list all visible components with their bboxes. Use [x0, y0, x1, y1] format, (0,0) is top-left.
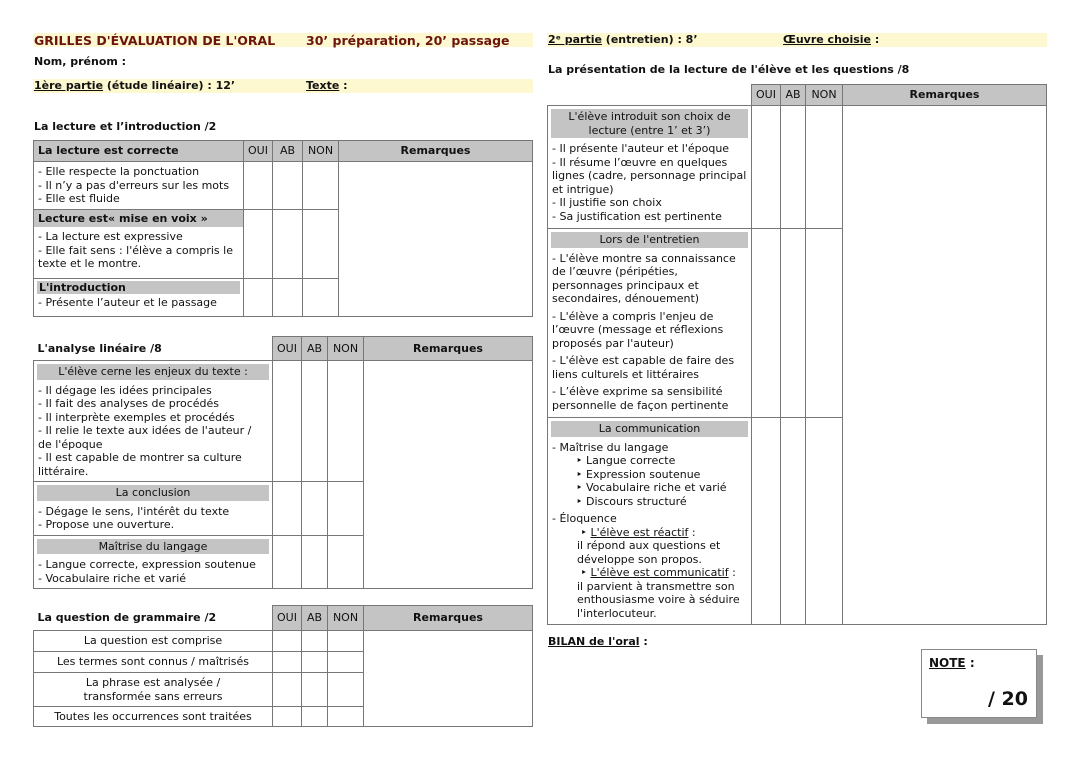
ab-cell[interactable]: [302, 673, 328, 707]
col-remarques: Remarques: [364, 337, 533, 361]
col-remarques: Remarques: [843, 85, 1047, 106]
criterion: - L'élève a compris l'enjeu de l’œuvre (message et réflexions proposés par l'auteur): [552, 309, 724, 350]
colon: :: [728, 566, 736, 579]
t1-heading: La lecture et l’introduction /2: [34, 120, 217, 133]
oui-cell[interactable]: [752, 418, 781, 625]
oui-cell[interactable]: [752, 106, 781, 229]
criterion: - L'élève montre sa connaissance de l’œuvre (péripéties, personnages principaux et secondaires, dénouement): [552, 251, 736, 305]
text-label: Texte: [306, 79, 340, 92]
criterion: - Il fait des analyses de procédés: [38, 397, 220, 410]
remarks-cell[interactable]: [364, 361, 533, 589]
col-non: NON: [303, 141, 339, 162]
col-non: NON: [328, 606, 364, 631]
ab-cell[interactable]: [302, 707, 328, 727]
criterion: Toutes les occurrences sont traitées: [34, 707, 273, 727]
criterion: - Elle est fluide: [38, 192, 120, 205]
bullet-icon: ‣: [580, 525, 587, 539]
non-cell[interactable]: [328, 361, 364, 482]
part1-heading: [34, 79, 235, 92]
criterion: - Éloquence: [552, 512, 617, 525]
part1-detail: (étude linéaire) : 12’: [103, 79, 236, 92]
criterion: - Il justifie son choix: [552, 196, 662, 209]
ab-cell[interactable]: [781, 418, 806, 625]
item-title: L'élève est communicatif: [590, 566, 729, 579]
bullet-icon: ‣: [576, 454, 583, 467]
criterion: - Langue correcte, expression soutenue: [38, 558, 256, 571]
criterion: - L’élève exprime sa sensibilité personnelle de façon pertinente: [552, 385, 729, 412]
col-ab: AB: [302, 337, 328, 361]
oui-cell[interactable]: [273, 361, 302, 482]
non-cell[interactable]: [806, 106, 843, 229]
ab-cell[interactable]: [302, 482, 328, 536]
ab-cell[interactable]: [781, 106, 806, 229]
item: Vocabulaire riche et varié: [586, 481, 727, 494]
linear-analysis-table: [33, 336, 533, 589]
colon: :: [639, 635, 648, 648]
remarks-cell[interactable]: [364, 631, 533, 727]
criterion: - Elle respecte la ponctuation: [38, 165, 200, 178]
non-cell[interactable]: [303, 209, 339, 278]
subheader: La conclusion: [37, 485, 269, 501]
criterion: La phrase est analysée / transformée sans erreurs: [34, 673, 273, 707]
bullet-icon: ‣: [576, 467, 583, 481]
note-label: [929, 656, 975, 670]
criterion: La question est comprise: [34, 631, 273, 652]
col-oui: OUI: [273, 337, 302, 361]
col-ab: AB: [781, 85, 806, 106]
criteria-cell: [34, 278, 244, 316]
col-oui: OUI: [752, 85, 781, 106]
remarks-cell[interactable]: [339, 162, 533, 317]
criterion: - L'élève est capable de faire des liens culturels et littéraires: [552, 354, 735, 381]
criterion: - Elle fait sens : l'élève a compris le texte et le montre.: [38, 243, 233, 270]
criterion: - Il résume l’œuvre en quelques lignes (cadre, personnage principal et intrigue): [552, 155, 747, 196]
ab-cell[interactable]: [781, 229, 806, 418]
work-label: Œuvre choisie: [783, 33, 872, 46]
oui-cell[interactable]: [273, 673, 302, 707]
oui-cell[interactable]: [752, 229, 781, 418]
part2-label: 2ᵉ partie: [548, 33, 602, 46]
ab-cell[interactable]: [302, 361, 328, 482]
ab-cell[interactable]: [273, 278, 303, 316]
col-oui: OUI: [273, 606, 302, 631]
note-score: / 20: [988, 688, 1028, 710]
col-non: NON: [806, 85, 843, 106]
non-cell[interactable]: [328, 631, 364, 652]
t3-heading: La question de grammaire /2: [34, 606, 273, 631]
subheader: Lors de l'entretien: [551, 232, 748, 248]
colon: :: [339, 79, 348, 92]
non-cell[interactable]: [806, 229, 843, 418]
criterion: - Il relie le texte aux idées de l'auteur / de l'époque: [38, 424, 252, 451]
subheader: La communication: [551, 421, 748, 437]
oui-cell[interactable]: [244, 209, 273, 278]
criteria-cell: [34, 535, 273, 589]
item-text: il parvient à transmettre son enthousiasme voire à séduire l'interlocuteur.: [577, 579, 740, 620]
criteria-cell: [548, 106, 752, 229]
item-title: L'élève est réactif: [590, 525, 689, 539]
interview-table: [547, 84, 1047, 625]
criterion: - La lecture est expressive: [38, 230, 183, 243]
criterion: - Maîtrise du langage: [552, 440, 669, 454]
bilan-label: [548, 635, 648, 648]
criteria-cell: [548, 229, 752, 418]
bullet-icon: ‣: [580, 566, 587, 579]
oui-cell[interactable]: [244, 162, 273, 210]
non-cell[interactable]: [328, 482, 364, 536]
bullet-icon: ‣: [576, 481, 583, 494]
part1-label: 1ère partie: [34, 79, 104, 92]
criterion: - Il dégage les idées principales: [38, 383, 212, 397]
non-cell[interactable]: [328, 673, 364, 707]
criterion: - Présente l’auteur et le passage: [38, 296, 217, 309]
bullet-item: [552, 566, 747, 580]
bullet-item: [552, 481, 747, 495]
criterion: - Propose une ouverture.: [38, 518, 175, 531]
non-cell[interactable]: [806, 418, 843, 625]
criterion: Les termes sont connus / maîtrisés: [34, 652, 273, 673]
work-field-label: [783, 33, 879, 46]
grammar-table: [33, 605, 533, 727]
item: Langue correcte: [586, 454, 676, 467]
oui-cell[interactable]: [273, 631, 302, 652]
col-oui: OUI: [244, 141, 273, 162]
bullet-item: [552, 526, 747, 540]
criteria-cell: [34, 209, 244, 278]
remarks-cell[interactable]: [843, 106, 1047, 625]
text-field-label: [306, 79, 348, 92]
criterion: - Il interprète exemples et procédés: [38, 410, 235, 424]
oui-cell[interactable]: [273, 482, 302, 536]
page-title: GRILLES D'ÉVALUATION DE L'ORAL: [34, 33, 276, 48]
criterion: - Sa justification est pertinente: [552, 209, 722, 223]
criterion: - Vocabulaire riche et varié: [38, 571, 187, 585]
subheader: Lecture est« mise en voix »: [34, 210, 243, 228]
timing: 30’ préparation, 20’ passage: [306, 33, 510, 48]
oui-cell[interactable]: [273, 707, 302, 727]
criteria-cell: [548, 418, 752, 625]
ab-cell[interactable]: [273, 209, 303, 278]
subheader: Maîtrise du langage: [37, 539, 269, 555]
ab-cell[interactable]: [302, 631, 328, 652]
bullet-item: [552, 468, 747, 482]
colon: :: [965, 656, 975, 670]
criterion: - Il présente l'auteur et l'époque: [552, 142, 730, 155]
col-ab: AB: [273, 141, 303, 162]
oui-cell[interactable]: [273, 652, 302, 673]
part2-heading: [548, 33, 698, 46]
col-non: NON: [328, 337, 364, 361]
criteria-cell: [34, 162, 244, 210]
colon: :: [688, 525, 696, 539]
bullet-item: [552, 495, 747, 509]
row-header: La lecture est correcte: [34, 141, 244, 162]
name-label: Nom, prénom :: [34, 55, 127, 68]
non-cell[interactable]: [328, 535, 364, 589]
criterion: - Dégage le sens, l'intérêt du texte: [38, 504, 230, 518]
colon: :: [871, 33, 880, 46]
ab-cell[interactable]: [273, 162, 303, 210]
bullet-icon: ‣: [576, 494, 583, 508]
reading-intro-table: [33, 140, 533, 317]
non-cell[interactable]: [328, 707, 364, 727]
col-ab: AB: [302, 606, 328, 631]
subheader: L'élève introduit son choix de lecture (entre 1’ et 3’): [551, 109, 748, 138]
note-box: [921, 649, 1037, 718]
ab-cell[interactable]: [302, 535, 328, 589]
criterion: - Il est capable de montrer sa culture littéraire.: [38, 451, 242, 478]
blank-header: [548, 85, 752, 106]
criterion: - Il n’y a pas d'erreurs sur les mots: [38, 178, 230, 192]
non-cell[interactable]: [303, 278, 339, 316]
col-remarques: Remarques: [364, 606, 533, 631]
bullet-item: [552, 454, 747, 468]
subheader: L'élève cerne les enjeux du texte :: [37, 364, 269, 380]
item: Expression soutenue: [586, 467, 701, 481]
part2-detail: (entretien) : 8’: [601, 33, 698, 46]
oui-cell[interactable]: [273, 535, 302, 589]
note-text: NOTE: [929, 656, 966, 670]
non-cell[interactable]: [303, 162, 339, 210]
item: Discours structuré: [586, 494, 687, 508]
non-cell[interactable]: [328, 652, 364, 673]
subheader: L'introduction: [37, 281, 240, 295]
criteria-cell: [34, 361, 273, 482]
ab-cell[interactable]: [302, 652, 328, 673]
oui-cell[interactable]: [244, 278, 273, 316]
t2-heading: L'analyse linéaire /8: [34, 337, 273, 361]
bilan-text: BILAN de l'oral: [548, 635, 640, 648]
criteria-cell: [34, 482, 273, 536]
t4-heading: La présentation de la lecture de l'élève et les questions /8: [548, 63, 910, 76]
col-remarques: Remarques: [339, 141, 533, 162]
item-text: il répond aux questions et développe son propos.: [577, 539, 721, 566]
